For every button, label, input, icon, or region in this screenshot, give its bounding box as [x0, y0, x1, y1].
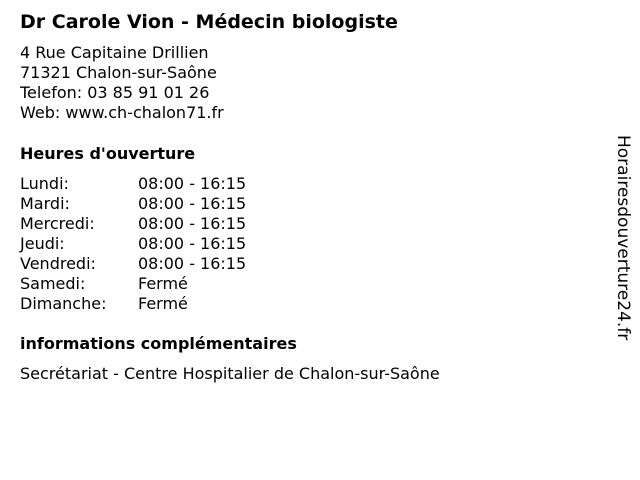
opening-hours-heading: Heures d'ouverture [20, 144, 196, 163]
street-address: 4 Rue Capitaine Drillien [20, 43, 209, 62]
day-hours: 08:00 - 16:15 [138, 174, 247, 193]
day-label: Lundi: [20, 174, 69, 193]
address-block [20, 43, 224, 123]
site-watermark: Horairesdouverture24.fr [613, 135, 633, 341]
day-label: Samedi: [20, 274, 86, 293]
day-hours: 08:00 - 16:15 [138, 194, 247, 213]
phone-line: Telefon: 03 85 91 01 26 [20, 83, 210, 102]
day-hours: Fermé [138, 294, 188, 313]
day-hours: 08:00 - 16:15 [138, 254, 247, 273]
day-label: Jeudi: [20, 234, 65, 253]
day-hours: 08:00 - 16:15 [138, 214, 247, 233]
day-label: Mercredi: [20, 214, 95, 233]
day-hours: Fermé [138, 274, 188, 293]
day-label: Dimanche: [20, 294, 107, 313]
city-line: 71321 Chalon-sur-Saône [20, 63, 217, 82]
day-label: Mardi: [20, 194, 70, 213]
page-title: Dr Carole Vion - Médecin biologiste [20, 11, 398, 33]
web-line: Web: www.ch-chalon71.fr [20, 103, 224, 122]
day-label: Vendredi: [20, 254, 96, 273]
day-hours: 08:00 - 16:15 [138, 234, 247, 253]
additional-info-text: Secrétariat - Centre Hospitalier de Chalon-sur-Saône [20, 364, 440, 383]
additional-info-heading: informations complémentaires [20, 334, 297, 353]
